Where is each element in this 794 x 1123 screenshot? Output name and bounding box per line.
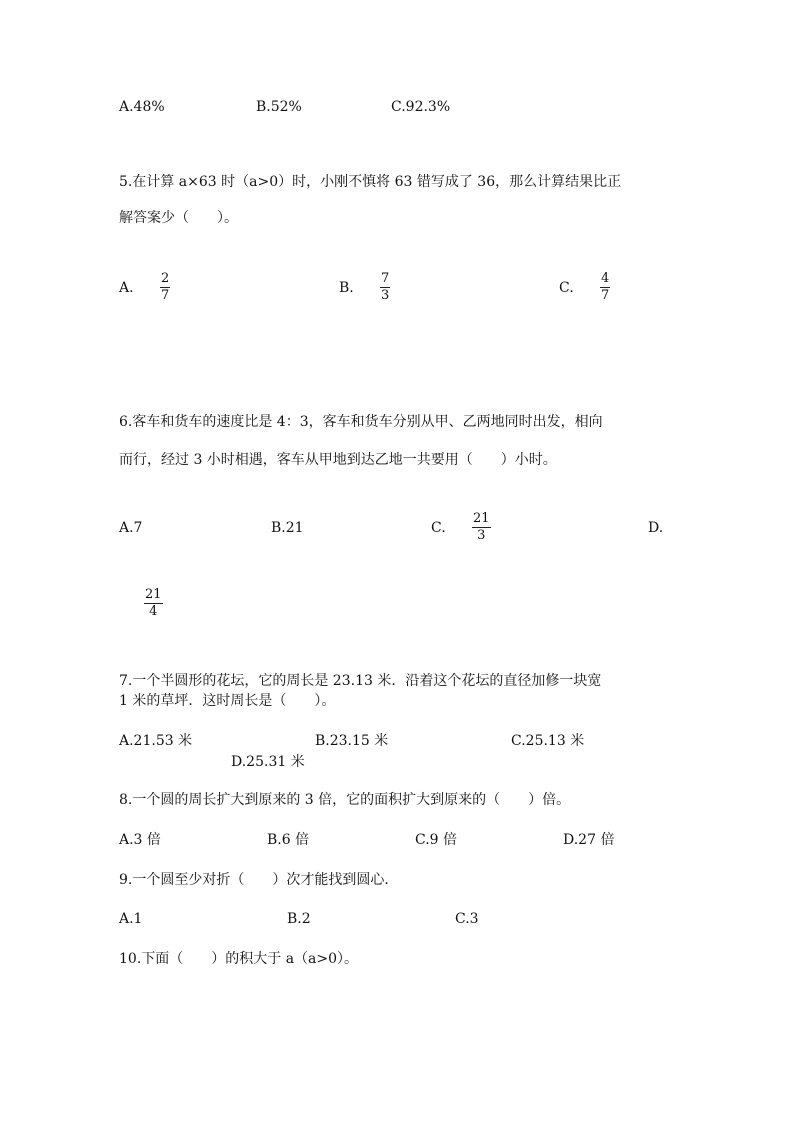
fraction-denominator: 3 bbox=[477, 528, 486, 543]
q8-option-b: B.6 倍 bbox=[267, 832, 310, 848]
q9-stem-line1: 9.一个圆至少对折（ ）次才能找到圆心． bbox=[119, 872, 399, 888]
fraction-numerator: 7 bbox=[381, 271, 390, 286]
q7-stem-line2: 1 米的草坪．这时周长是（ ）。 bbox=[119, 693, 336, 709]
q5-stem-line1: 5.在计算 a×63 时（a>0）时，小刚不慎将 63 错写成了 36，那么计算结果比正 bbox=[119, 174, 622, 190]
fraction-denominator: 4 bbox=[149, 604, 158, 619]
q6-option-d-fraction bbox=[144, 588, 163, 619]
q8-stem-line1: 8.一个圆的周长扩大到原来的 3 倍，它的面积扩大到原来的（ ）倍。 bbox=[119, 792, 571, 808]
q7-option-a: A.21.53 米 bbox=[119, 733, 193, 749]
q4-option-b: B.52% bbox=[256, 99, 302, 115]
q5-option-a-fraction bbox=[160, 272, 170, 303]
q5-option-b-fraction bbox=[380, 272, 390, 303]
fraction-denominator: 7 bbox=[161, 288, 170, 303]
q7-option-c: C.25.13 米 bbox=[511, 733, 585, 749]
q6-stem-line1: 6.客车和货车的速度比是 4：3，客车和货车分别从甲、乙两地同时出发，相向 bbox=[119, 414, 603, 430]
fraction-numerator: 2 bbox=[161, 271, 170, 286]
q6-option-b: B.21 bbox=[271, 520, 304, 536]
fraction-numerator: 21 bbox=[473, 511, 490, 526]
q8-option-c: C.9 倍 bbox=[415, 832, 458, 848]
q10-stem-line1: 10.下面（ ）的积大于 a（a>0）。 bbox=[119, 951, 359, 967]
q7-option-b: B.23.15 米 bbox=[315, 733, 389, 749]
q5-option-c-label: C. bbox=[559, 280, 574, 296]
q6-option-c-fraction bbox=[472, 512, 491, 543]
q6-stem-line2: 而行，经过 3 小时相遇，客车从甲地到达乙地一共要用（ ）小时。 bbox=[119, 452, 557, 468]
q9-option-c: C.3 bbox=[455, 911, 479, 927]
q5-option-b-label: B. bbox=[339, 280, 354, 296]
fraction-denominator: 7 bbox=[601, 288, 610, 303]
fraction-numerator: 4 bbox=[601, 271, 610, 286]
q5-stem-line2: 解答案少（ ）。 bbox=[119, 210, 238, 226]
q6-option-c-label: C. bbox=[431, 520, 446, 536]
fraction-denominator: 3 bbox=[381, 288, 390, 303]
fraction-numerator: 21 bbox=[145, 587, 162, 602]
q9-option-a: A.1 bbox=[119, 911, 143, 927]
q5-option-a-label: A. bbox=[119, 280, 134, 296]
q9-option-b: B.2 bbox=[287, 911, 311, 927]
q8-option-a: A.3 倍 bbox=[119, 832, 161, 848]
q5-option-c-fraction bbox=[600, 272, 610, 303]
q4-option-c: C.92.3% bbox=[391, 99, 451, 115]
q4-option-a: A.48% bbox=[119, 99, 165, 115]
q7-stem-line1: 7.一个半圆形的花坛，它的周长是 23.13 米．沿着这个花坛的直径加修一块宽 bbox=[119, 673, 602, 689]
q6-option-a: A.7 bbox=[119, 520, 143, 536]
q8-option-d: D.27 倍 bbox=[563, 832, 615, 848]
q6-option-d-label: D. bbox=[648, 520, 664, 536]
q7-option-d: D.25.31 米 bbox=[231, 754, 305, 770]
